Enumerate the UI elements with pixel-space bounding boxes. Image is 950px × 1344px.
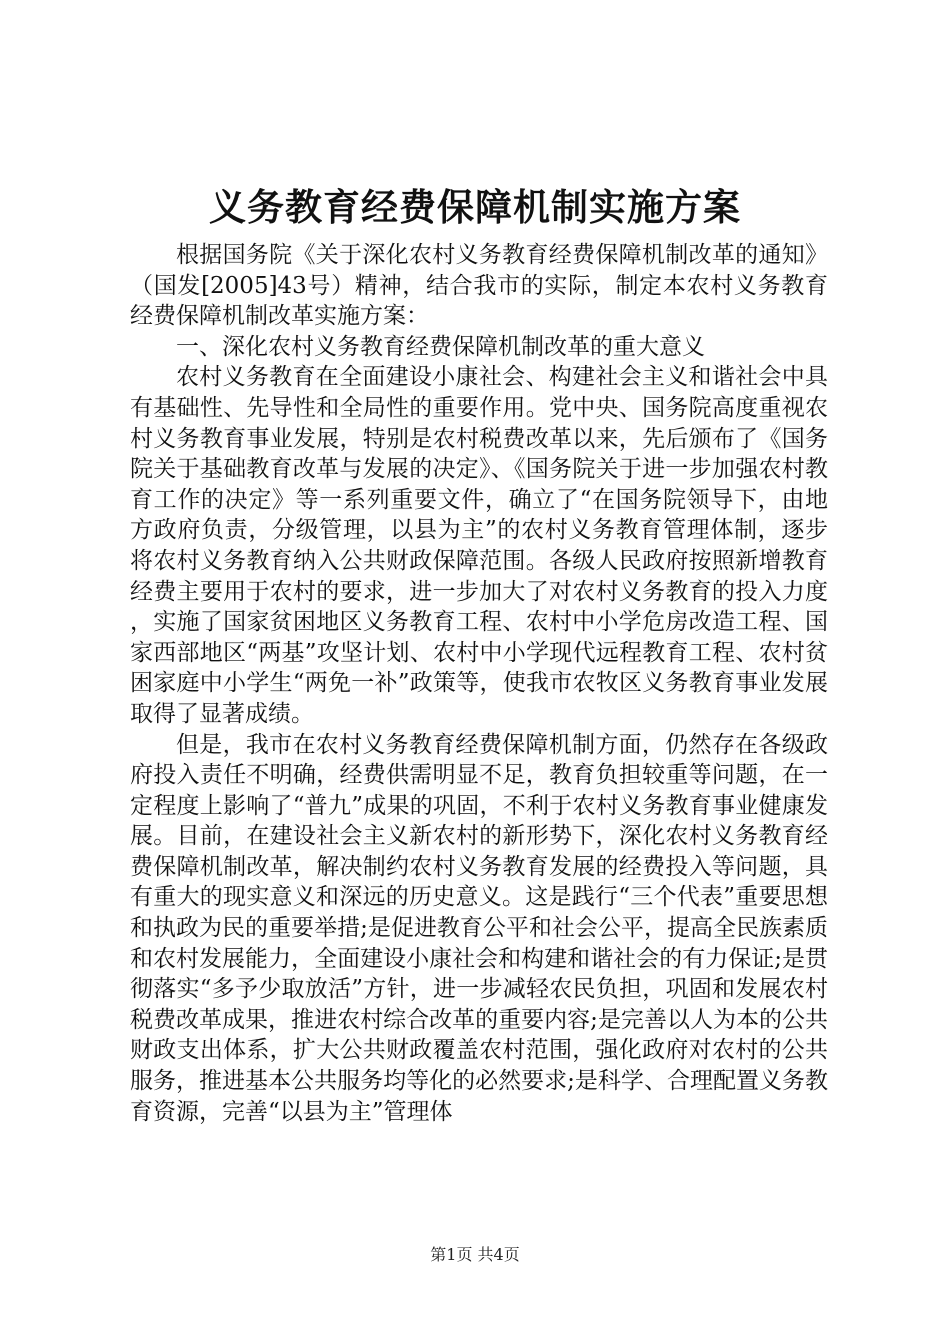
document-body xyxy=(130,240,828,1127)
paragraph-significance: 农村义务教育在全面建设小康社会、构建社会主义和谐社会中具有基础性、先导性和全局性的重要作用。党中央、国务院高度重视农村义务教育事业发展，特别是农村税费改革以来，先后颁布了《国务院关于基础教育改革与发展的决定》、《国务院关于进一步加强农村教育工作的决定》等一系列重要文件，确立了“在国务院领导下，由地方政府负责，分级管理，以县为主”的农村义务教育管理体制，逐步将农村义务教育纳入公共财政保障范围。各级人民政府按照新增教育经费主要用于农村的要求，进一步加大了对农村义务教育的投入力度，实施了国家贫困地区义务教育工程、农村中小学危房改造工程、国家西部地区“两基”攻坚计划、农村中小学现代远程教育工程、农村贫困家庭中小学生“两免一补”政策等，使我市农牧区义务教育事业发展取得了显著成绩。 xyxy=(130,364,828,727)
paragraph-intro: 根据国务院《关于深化农村义务教育经费保障机制改革的通知》（国发[2005]43号）精神，结合我市的实际，制定本农村义务教育经费保障机制改革实施方案： xyxy=(130,242,828,330)
paragraph-problems: 但是，我市在农村义务教育经费保障机制方面，仍然存在各级政府投入责任不明确，经费供需明显不足，教育负担较重等问题，在一定程度上影响了“普九”成果的巩固，不利于农村义务教育事业健康发展。目前，在建设社会主义新农村的新形势下，深化农村义务教育经费保障机制改革，解决制约农村义务教育发展的经费投入等问题，具有重大的现实意义和深远的历史意义。这是践行“三个代表”重要思想和执政为民的重要举措;是促进教育公平和社会公平，提高全民族素质和农村发展能力，全面建设小康社会和构建和谐社会的有力保证;是贯彻落实“多予少取放活”方针，进一步减轻农民负担，巩固和发展农村税费改革成果，推进农村综合改革的重要内容;是完善以人为本的公共财政支出体系，扩大公共财政覆盖农村范围，强化政府对农村的公共服务，推进基本公共服务均等化的必然要求;是科学、合理配置义务教育资源，完善“以县为主”管理体 xyxy=(130,731,828,1125)
page-footer: 第1页 共4页 xyxy=(430,1245,520,1264)
document-title: 义务教育经费保障机制实施方案 xyxy=(209,185,741,229)
section-heading-1: 一、深化农村义务教育经费保障机制改革的重大意义 xyxy=(176,333,705,360)
